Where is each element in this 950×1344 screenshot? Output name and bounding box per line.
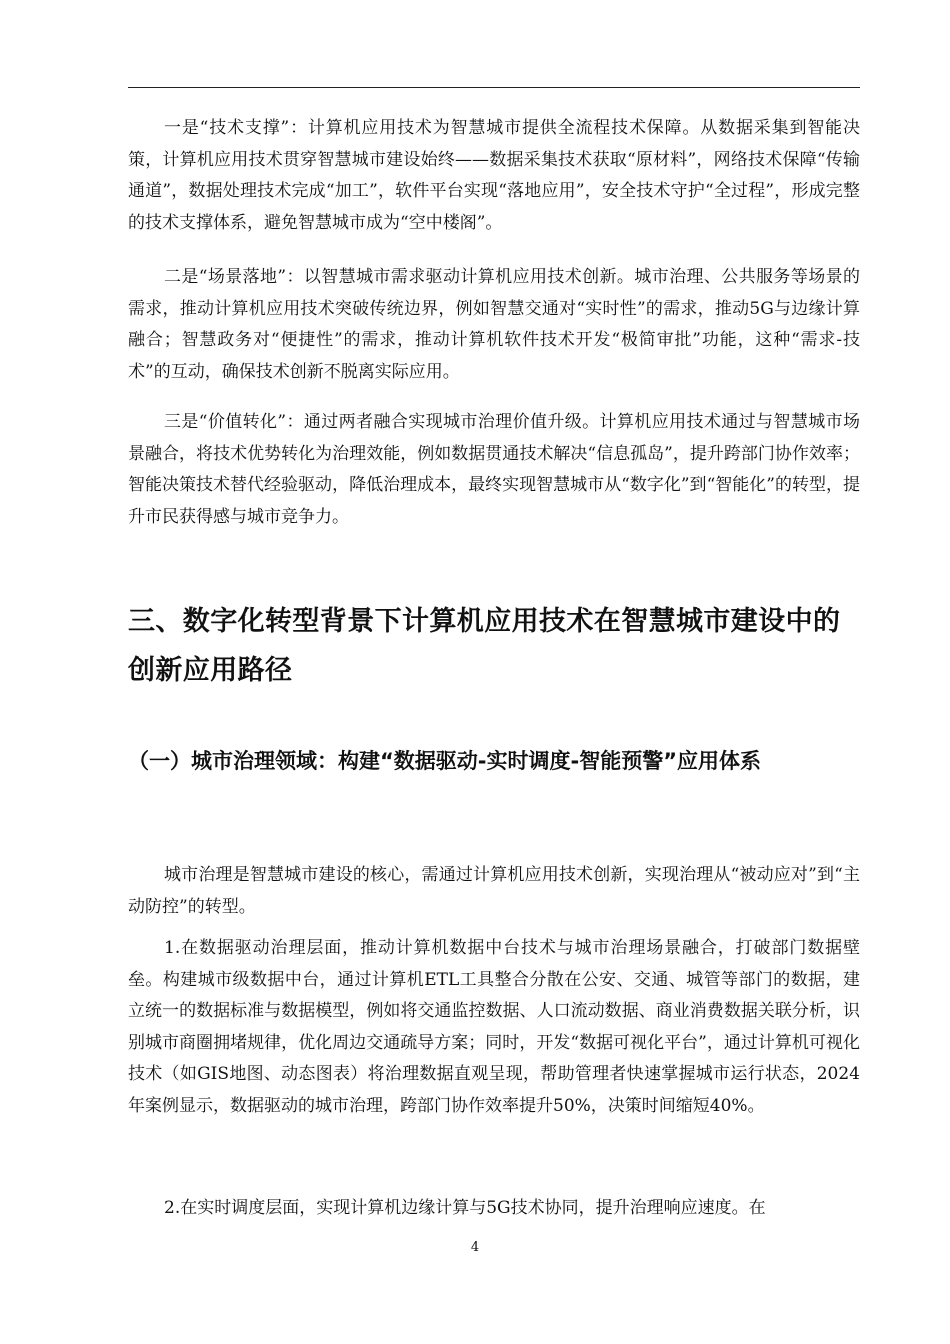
paragraph-urban-governance-intro: 城市治理是智慧城市建设的核心，需通过计算机应用技术创新，实现治理从“被动应对”到“主动防控”的转型。 [128, 865, 860, 917]
paragraph-data-driven-governance: 1.在数据驱动治理层面，推动计算机数据中台技术与城市治理场景融合，打破部门数据壁垒。构建城市级数据中台，通过计算机ETL工具整合分散在公安、交通、城管等部门的数据，建立统一的数据标准与数据模型，例如将交通监控数据、人口流动数据、商业消费数据关联分析，识别城市商圈拥堵规律，优化周边交通疏导方案；同时，开发“数据可视化平台”，通过计算机可视化技术（如GIS地图、动态图表）将治理数据直观呈现，帮助管理者快速掌握城市运行状态，2024年案例显示，数据驱动的城市治理，跨部门协作效率提升50%，决策时间缩短40%。 [128, 938, 860, 1116]
header-rule [128, 87, 860, 88]
page-number: 4 [470, 1240, 480, 1255]
paragraph-value-conversion: 三是“价值转化”：通过两者融合实现城市治理价值升级。计算机应用技术通过与智慧城市场景融合，将技术优势转化为治理效能，例如数据贯通技术解决“信息孤岛”，提升跨部门协作效率；智能决策技术替代经验驱动，降低治理成本，最终实现智慧城市从“数字化”到“智能化”的转型，提升市民获得感与城市竞争力。 [128, 412, 860, 527]
paragraph-realtime-dispatch: 2.在实时调度层面，实现计算机边缘计算与5G技术协同，提升治理响应速度。在 [164, 1198, 766, 1218]
paragraph-scenario-landing: 二是“场景落地”：以智慧城市需求驱动计算机应用技术创新。城市治理、公共服务等场景的需求，推动计算机应用技术突破传统边界，例如智慧交通对“实时性”的需求，推动5G与边缘计算融合；智慧政务对“便捷性”的需求，推动计算机软件技术开发“极简审批”功能，这种“需求-技术”的互动，确保技术创新不脱离实际应用。 [128, 267, 860, 382]
paragraph-technical-support: 一是“技术支撑”：计算机应用技术为智慧城市提供全流程技术保障。从数据采集到智能决策，计算机应用技术贯穿智慧城市建设始终——数据采集技术获取“原材料”，网络技术保障“传输通道”，数据处理技术完成“加工”，软件平台实现“落地应用”，安全技术守护“全过程”，形成完整的技术支撑体系，避免智慧城市成为“空中楼阁”。 [128, 118, 860, 233]
subsection-heading: （一）城市治理领域：构建“数据驱动-实时调度-智能预警”应用体系 [128, 749, 762, 773]
section-heading: 三、数字化转型背景下计算机应用技术在智慧城市建设中的创新应用路径 [128, 606, 841, 686]
